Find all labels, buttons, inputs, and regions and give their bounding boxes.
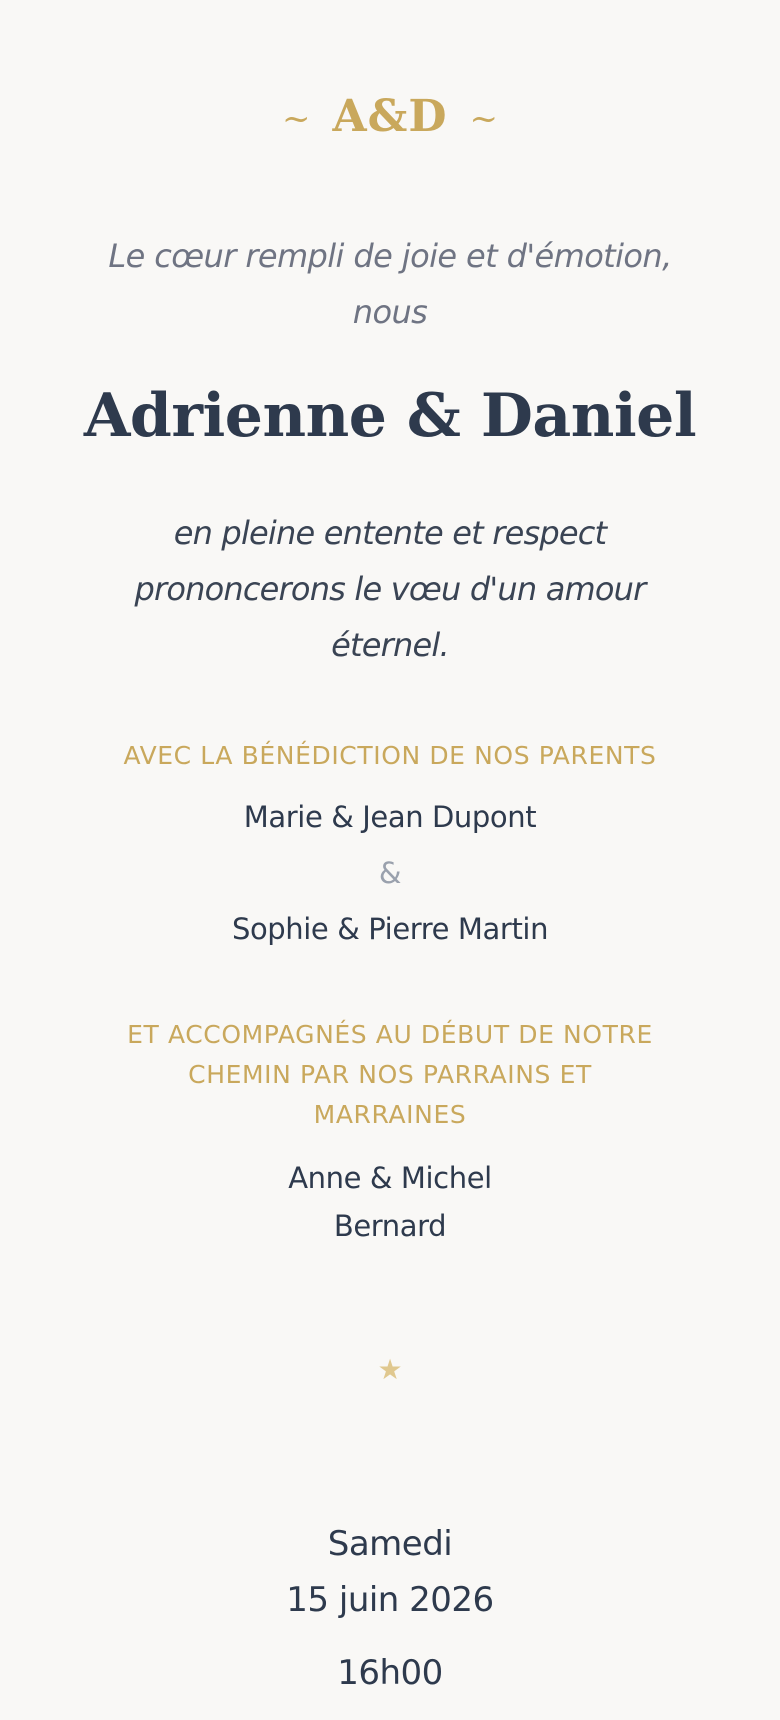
parents-names-2 bbox=[0, 909, 780, 949]
godparents-title-line-1: ET ACCOMPAGNÉS AU DÉBUT DE NOTRE bbox=[127, 1020, 653, 1049]
godparents-names-line-1: Anne & Michel bbox=[288, 1161, 492, 1195]
intro-text bbox=[90, 228, 690, 340]
vow-line-1: en pleine entente et respect bbox=[173, 514, 607, 552]
parents-title-text: AVEC LA BÉNÉDICTION DE NOS PARENTS bbox=[123, 741, 657, 770]
godparents-title-line-2: CHEMIN PAR NOS PARRAINS ET bbox=[188, 1060, 592, 1089]
left-swirl-ornament: ~ bbox=[281, 99, 311, 139]
parents-separator-text: & bbox=[378, 856, 402, 890]
godparents-title-line-3: MARRAINES bbox=[313, 1100, 467, 1129]
event-date: 15 juin 2026 bbox=[286, 1580, 494, 1620]
godparents-names-line-2: Bernard bbox=[333, 1209, 447, 1243]
vow-line-3: éternel. bbox=[331, 626, 449, 664]
godparents-names bbox=[0, 1154, 780, 1250]
vow-text bbox=[70, 505, 710, 673]
parents-couple-2: Sophie & Pierre Martin bbox=[231, 912, 549, 946]
monogram-letters: A&D bbox=[332, 91, 448, 142]
parents-names bbox=[0, 797, 780, 837]
intro-line-1: Le cœur rempli de joie et d'émotion, bbox=[108, 237, 672, 275]
vow-line-2: prononcerons le vœu d'un amour bbox=[134, 570, 646, 608]
event-time: 16h00 bbox=[337, 1653, 443, 1693]
intro-line-2: nous bbox=[352, 293, 428, 331]
star-icon: ★ bbox=[377, 1353, 403, 1386]
monogram bbox=[0, 91, 780, 142]
event-day: Samedi bbox=[327, 1524, 453, 1564]
couple-names: Adrienne & Daniel bbox=[83, 381, 697, 451]
right-swirl-ornament: ~ bbox=[469, 99, 499, 139]
parents-couple-1: Marie & Jean Dupont bbox=[243, 800, 537, 834]
parents-section-title bbox=[60, 736, 720, 776]
parents-separator bbox=[0, 853, 780, 893]
godparents-section-title bbox=[60, 1015, 720, 1135]
